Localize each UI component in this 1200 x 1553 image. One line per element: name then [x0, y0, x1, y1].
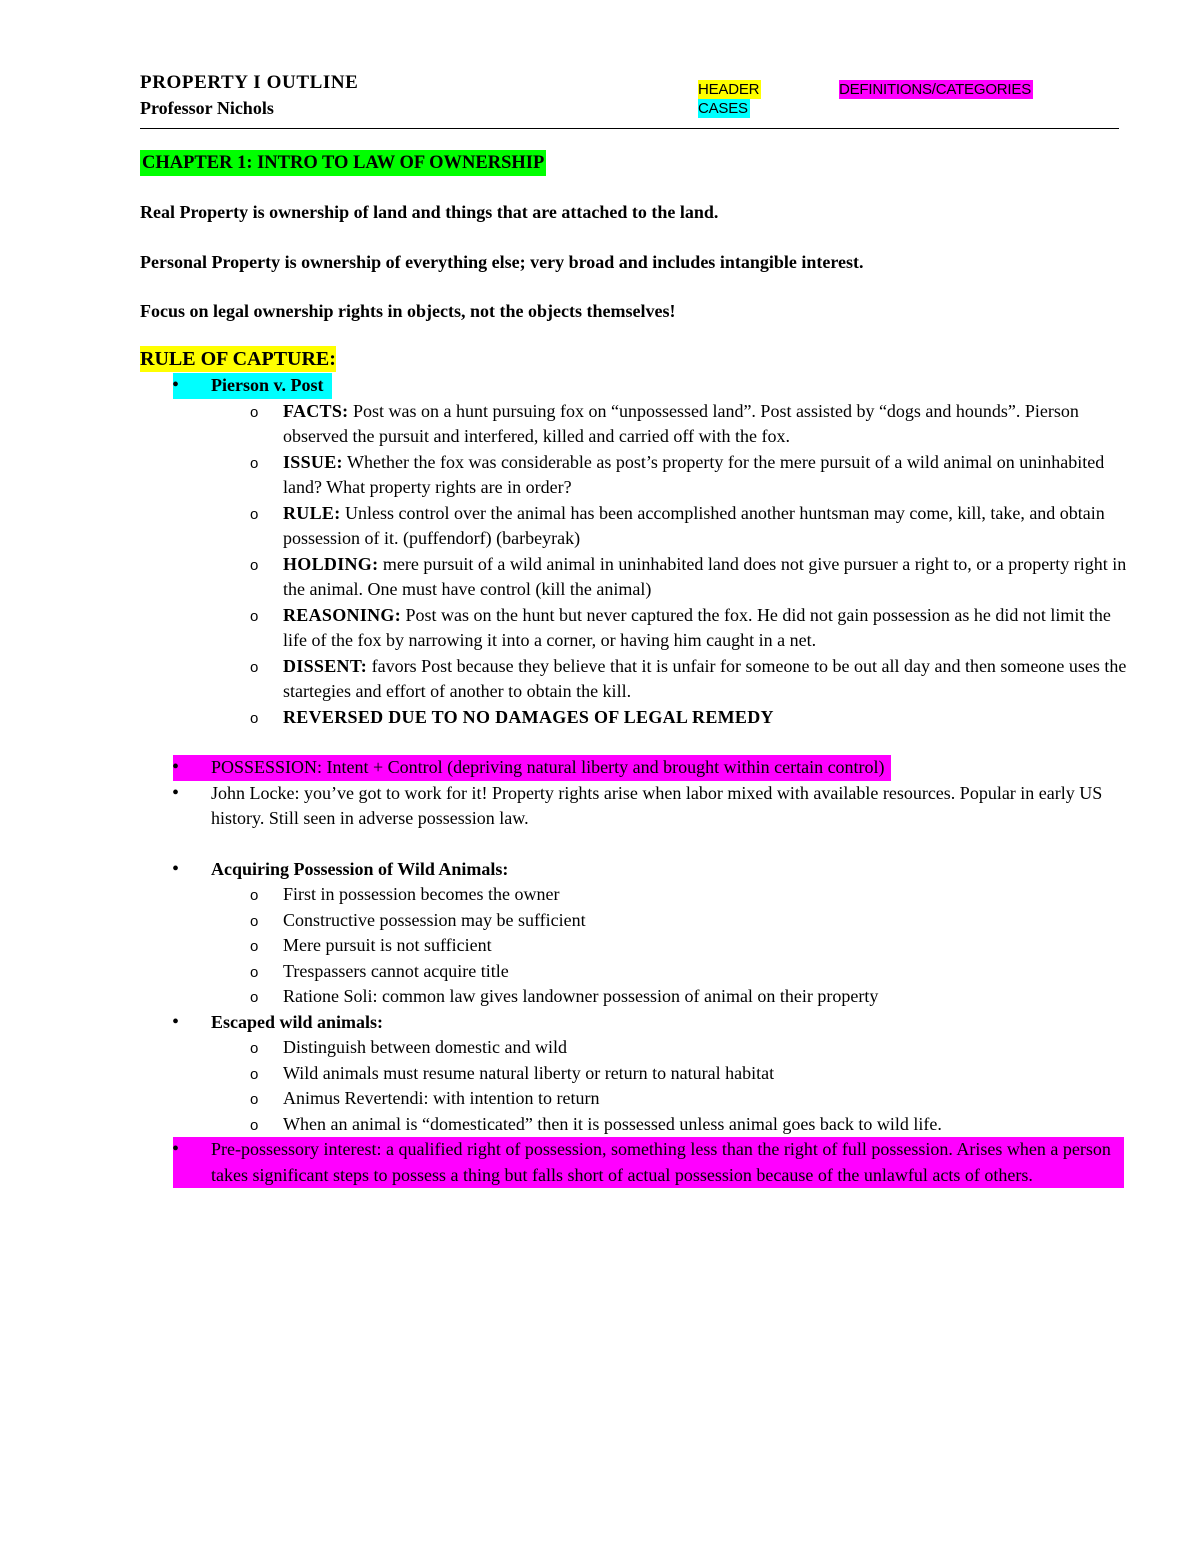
bullet-icon: • [172, 374, 180, 396]
list-item [0, 450, 1129, 501]
list-item [0, 1086, 1129, 1112]
list-item [0, 908, 1129, 934]
circle-bullet-icon: o [250, 403, 259, 421]
wild-animals-item: Constructive possession may be sufficient [283, 909, 586, 930]
rule-of-capture-heading: RULE OF CAPTURE: [140, 348, 336, 370]
header-divider [140, 128, 1119, 129]
circle-bullet-icon: o [250, 709, 259, 727]
wild-animals-item: Mere pursuit is not sufficient [283, 935, 492, 955]
legend-header: HEADER [698, 81, 760, 98]
escaped-item: Distinguish between domestic and wild [283, 1037, 567, 1057]
case-item-text: Post was on the hunt but never captured the fox. He did not gain possession as he did not limit the life of the fox by narrowing it into a corner, or having him caught in a net. [283, 604, 1111, 650]
circle-bullet-icon: o [250, 505, 259, 523]
case-item-text: Whether the fox was considerable as post’s property for the mere pursuit of a wild animal on uninhabited land? What property rights are in order? [283, 451, 1105, 497]
list-item [0, 603, 1129, 654]
wild-animals-item: Ratione Soli: common law gives landowner possession of animal on their property [283, 986, 879, 1006]
list-item [0, 501, 1129, 552]
intro-focus: Focus on legal ownership rights in objects, not the objects themselves! [140, 301, 676, 321]
case-item-label: DISSENT: [283, 655, 368, 676]
professor-name: Professor Nichols [140, 98, 274, 118]
list-item [0, 552, 1129, 603]
list-item [0, 399, 1129, 450]
case-item-text: favors Post because they believe that it is unfair for someone to be out all day and then someone uses the startegies and effort of another to obtain the kill. [283, 655, 1127, 701]
circle-bullet-icon: o [250, 607, 259, 625]
possession-definition: POSSESSION: Intent + Control (depriving natural liberty and brought within certain control) [173, 755, 891, 781]
intro-personal-property: Personal Property is ownership of everything else; very broad and includes intangible interest. [140, 252, 864, 272]
list-item [0, 1035, 1129, 1061]
case-item-label: HOLDING: [283, 553, 379, 574]
outline-title: PROPERTY I OUTLINE [140, 72, 359, 93]
circle-bullet-icon: o [250, 1040, 259, 1057]
circle-bullet-icon: o [250, 989, 259, 1006]
legend-cases: CASES [698, 100, 748, 117]
escaped-heading: Escaped wild animals: [211, 1011, 384, 1032]
case-item-text: Post was on a hunt pursuing fox on “unpossessed land”. Post assisted by “dogs and hounds”. Pierson observed the pursuit and interfered, killed and carried off with the fox. [283, 400, 1079, 446]
spacer [0, 832, 1200, 857]
circle-bullet-icon: o [250, 912, 259, 930]
intro-real-property: Real Property is ownership of land and things that are attached to the land. [140, 202, 719, 222]
case-item-label: FACTS: [283, 400, 349, 421]
spacer [0, 730, 1200, 755]
case-item-text: mere pursuit of a wild animal in uninhabited land does not give pursuer a right to, or a property right in the animal. One must have control (kill the animal) [283, 553, 1127, 599]
circle-bullet-icon: o [250, 556, 259, 574]
locke-note: John Locke: you’ve got to work for it! Property rights arise when labor mixed with available resources. Popular in early US history. Still seen in adverse possession law. [211, 782, 1103, 828]
bullet-icon: • [172, 781, 180, 804]
chapter-heading: CHAPTER 1: INTRO TO LAW OF OWNERSHIP [140, 150, 546, 176]
list-item [0, 857, 1129, 883]
case-item-text: Unless control over the animal has been accomplished another huntsman may come, kill, take, and obtain possession of it. (puffendorf) (barbeyrak) [283, 502, 1105, 548]
list-item [0, 1061, 1129, 1087]
list-item [0, 1112, 1129, 1138]
wild-animals-item: Trespassers cannot acquire title [283, 960, 509, 981]
list-item [0, 781, 1129, 832]
case-item-label: REASONING: [283, 604, 402, 625]
list-item [0, 1010, 1129, 1036]
circle-bullet-icon: o [250, 1116, 259, 1134]
circle-bullet-icon: o [250, 658, 259, 676]
case-item-label: RULE: [283, 502, 341, 523]
outline-body [0, 373, 1200, 1188]
circle-bullet-icon: o [250, 1065, 259, 1083]
wild-animals-item: First in possession becomes the owner [283, 884, 560, 904]
bullet-icon: • [172, 857, 180, 880]
circle-bullet-icon: o [250, 454, 259, 472]
list-item [0, 882, 1129, 908]
list-item [0, 654, 1129, 705]
circle-bullet-icon: o [250, 963, 259, 981]
case-disposition: REVERSED DUE TO NO DAMAGES OF LEGAL REMEDY [283, 706, 774, 727]
circle-bullet-icon: o [250, 1091, 259, 1108]
bullet-icon: • [172, 1138, 180, 1160]
escaped-item: When an animal is “domesticated” then it is possessed unless animal goes back to wild life. [283, 1113, 942, 1134]
legend-definitions: DEFINITIONS/CATEGORIES [839, 81, 1032, 98]
list-item [0, 933, 1129, 959]
bullet-icon: • [172, 1010, 180, 1033]
list-item [0, 373, 1129, 399]
prepossessory-definition: Pre-possessory interest: a qualified right of possession, something less than the right of full possession. Arises when a person takes significant steps to possess a thing but falls short of actual possession because of the unlawful acts of others. [173, 1137, 1124, 1188]
list-item [0, 959, 1129, 985]
list-item [0, 1137, 1129, 1188]
escaped-item: Wild animals must resume natural liberty or return to natural habitat [283, 1062, 775, 1083]
list-item [0, 984, 1129, 1010]
circle-bullet-icon: o [250, 887, 259, 904]
escaped-item: Animus Revertendi: with intention to return [283, 1088, 600, 1108]
wild-animals-heading: Acquiring Possession of Wild Animals: [211, 858, 509, 879]
case-name: Pierson v. Post [173, 373, 332, 399]
circle-bullet-icon: o [250, 938, 259, 955]
list-item [0, 755, 1129, 781]
case-item-label: ISSUE: [283, 451, 343, 472]
list-item [0, 705, 1129, 731]
bullet-icon: • [172, 756, 180, 778]
